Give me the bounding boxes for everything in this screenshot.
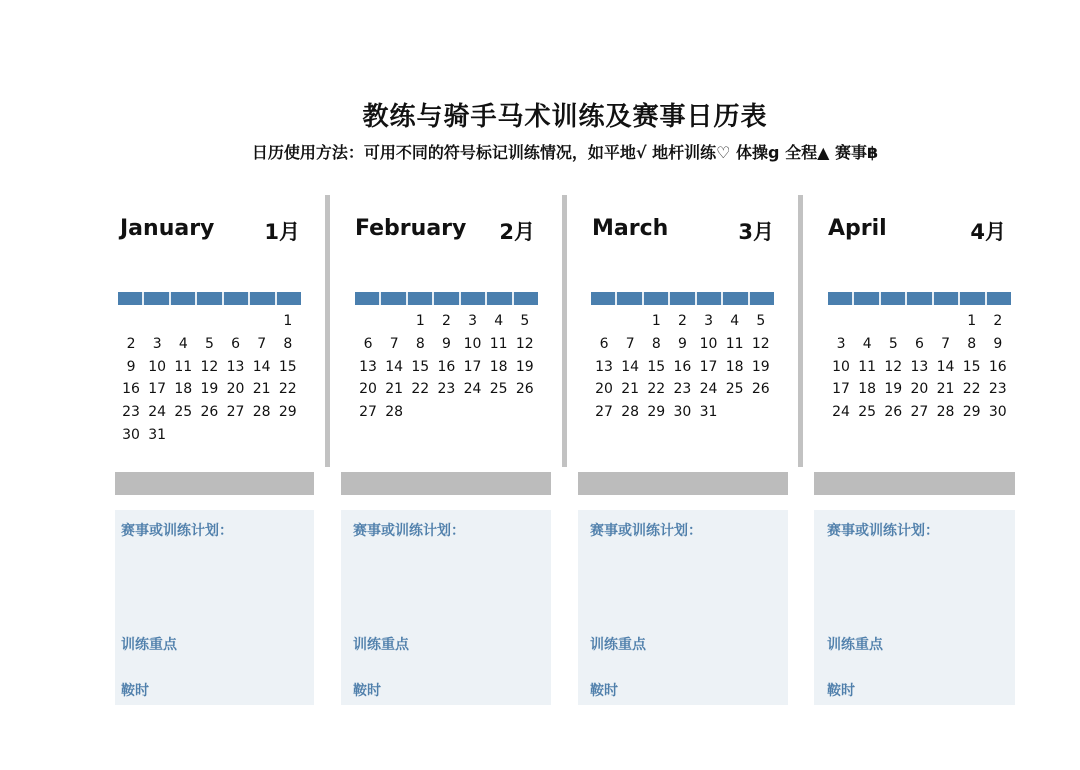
day-cell: 3 <box>152 335 162 352</box>
day-cell: 12 <box>884 358 903 375</box>
day-cell: 23 <box>988 381 1007 398</box>
empty-day-cell <box>118 310 144 333</box>
saddle-time-label: 鞍时 <box>121 683 149 699</box>
day-cell: 22 <box>411 381 430 398</box>
empty-day-cell <box>486 401 512 424</box>
day-cell: 20 <box>910 381 929 398</box>
day-cell: 13 <box>359 358 377 375</box>
day-cell: 21 <box>936 381 955 398</box>
day-cell: 26 <box>200 404 219 421</box>
day-cell: 15 <box>647 358 666 375</box>
day-cell: 7 <box>941 335 951 352</box>
day-cell: 1 <box>415 313 425 329</box>
day-grid <box>355 310 538 424</box>
day-cell: 28 <box>936 404 955 421</box>
day-cell: 24 <box>463 381 482 398</box>
day-cell: 12 <box>751 335 770 352</box>
day-cell: 19 <box>884 381 903 398</box>
empty-day-cell <box>433 401 459 424</box>
day-cell: 23 <box>437 381 456 398</box>
month-name-cn: 2月 <box>499 220 535 244</box>
training-focus-label: 训练重点 <box>121 637 177 653</box>
day-cell: 24 <box>699 381 718 398</box>
saddle-time-label: 鞍时 <box>827 683 855 699</box>
day-cell: 19 <box>751 358 770 375</box>
day-cell: 4 <box>178 335 188 352</box>
empty-day-cell <box>223 424 249 447</box>
column-divider <box>798 195 803 467</box>
day-cell: 14 <box>936 358 955 375</box>
plan-box[interactable] <box>341 510 551 705</box>
day-cell: 10 <box>832 358 850 375</box>
month-separator-bar <box>578 472 788 495</box>
empty-day-cell <box>249 310 275 333</box>
day-cell: 10 <box>463 335 482 352</box>
day-cell: 9 <box>126 358 136 375</box>
month-name-cn: 3月 <box>738 220 774 244</box>
empty-day-cell <box>407 401 433 424</box>
saddle-time-label: 鞍时 <box>590 683 618 699</box>
day-cell: 21 <box>252 381 271 398</box>
day-cell: 8 <box>415 335 425 352</box>
month-name: March <box>592 216 669 241</box>
day-cell: 3 <box>468 313 478 329</box>
day-cell: 1 <box>967 313 977 329</box>
day-cell: 31 <box>148 426 167 443</box>
empty-day-cell <box>196 424 222 447</box>
day-cell: 27 <box>595 404 613 421</box>
day-cell: 16 <box>673 358 692 375</box>
day-cell: 8 <box>651 335 661 352</box>
month-name-cn: 1月 <box>264 220 300 244</box>
empty-day-cell <box>906 310 932 333</box>
empty-day-cell <box>381 310 407 333</box>
plan-label: 赛事或训练计划： <box>353 523 465 539</box>
empty-day-cell <box>355 310 381 333</box>
training-focus-label: 训练重点 <box>590 637 646 653</box>
saddle-time-label: 鞍时 <box>353 683 381 699</box>
day-cell: 15 <box>411 358 430 375</box>
day-cell: 17 <box>463 358 482 375</box>
day-cell: 29 <box>647 404 666 421</box>
day-cell: 11 <box>858 358 877 375</box>
empty-day-cell <box>512 401 538 424</box>
plan-label: 赛事或训练计划： <box>590 523 702 539</box>
month-name: February <box>355 216 467 241</box>
day-cell: 19 <box>200 381 219 398</box>
day-cell: 7 <box>389 335 399 352</box>
day-cell: 31 <box>699 404 718 421</box>
month-separator-bar <box>341 472 551 495</box>
day-cell: 24 <box>148 404 167 421</box>
day-cell: 12 <box>515 335 534 352</box>
month-name-cn: 4月 <box>970 220 1006 244</box>
day-cell: 9 <box>441 335 451 352</box>
day-cell: 17 <box>832 381 850 398</box>
month-separator-bar <box>814 472 1015 495</box>
day-cell: 5 <box>204 335 214 352</box>
day-cell: 18 <box>858 381 877 398</box>
day-cell: 11 <box>725 335 744 352</box>
day-cell: 22 <box>647 381 666 398</box>
plan-box[interactable] <box>115 510 314 705</box>
day-cell: 20 <box>226 381 245 398</box>
day-cell: 22 <box>278 381 297 398</box>
day-cell: 27 <box>226 404 245 421</box>
day-cell: 5 <box>888 335 898 352</box>
day-grid <box>828 310 1011 424</box>
day-cell: 5 <box>756 313 766 329</box>
empty-day-cell <box>223 310 249 333</box>
page-title: 教练与骑手马术训练及赛事日历表 <box>362 102 768 132</box>
day-cell: 9 <box>677 335 687 352</box>
day-cell: 5 <box>520 313 530 329</box>
empty-day-cell <box>196 310 222 333</box>
day-cell: 2 <box>677 313 687 329</box>
empty-day-cell <box>880 310 906 333</box>
day-cell: 17 <box>148 381 167 398</box>
day-cell: 24 <box>832 404 850 421</box>
day-cell: 6 <box>363 335 373 352</box>
day-cell: 27 <box>359 404 377 421</box>
empty-day-cell <box>170 424 196 447</box>
day-cell: 25 <box>489 381 508 398</box>
day-cell: 4 <box>862 335 872 352</box>
day-cell: 15 <box>278 358 297 375</box>
day-cell: 18 <box>174 381 193 398</box>
month-name: April <box>828 216 887 241</box>
day-cell: 7 <box>257 335 267 352</box>
day-cell: 20 <box>359 381 377 398</box>
plan-box[interactable] <box>578 510 788 705</box>
training-focus-label: 训练重点 <box>353 637 409 653</box>
day-cell: 2 <box>441 313 451 329</box>
day-cell: 12 <box>200 358 219 375</box>
day-cell: 30 <box>673 404 692 421</box>
day-cell: 4 <box>494 313 504 329</box>
day-cell: 15 <box>962 358 981 375</box>
day-cell: 10 <box>699 335 718 352</box>
day-cell: 30 <box>988 404 1007 421</box>
day-cell: 2 <box>126 335 136 352</box>
day-cell: 29 <box>278 404 297 421</box>
day-cell: 26 <box>751 381 770 398</box>
empty-day-cell <box>933 310 959 333</box>
day-cell: 13 <box>910 358 929 375</box>
weekday-header-bar <box>828 292 1011 305</box>
plan-label: 赛事或训练计划： <box>121 523 233 539</box>
day-cell: 9 <box>993 335 1003 352</box>
day-cell: 3 <box>704 313 714 329</box>
empty-day-cell <box>748 401 774 424</box>
column-divider <box>325 195 330 467</box>
day-cell: 17 <box>699 358 718 375</box>
day-grid <box>591 310 774 424</box>
day-cell: 21 <box>621 381 640 398</box>
day-cell: 18 <box>489 358 508 375</box>
day-cell: 16 <box>122 381 140 398</box>
day-cell: 16 <box>988 358 1007 375</box>
day-cell: 27 <box>910 404 929 421</box>
day-cell: 14 <box>252 358 271 375</box>
empty-day-cell <box>722 401 748 424</box>
day-cell: 4 <box>730 313 740 329</box>
day-cell: 1 <box>283 313 293 329</box>
day-cell: 8 <box>283 335 293 352</box>
day-cell: 28 <box>252 404 271 421</box>
day-cell: 6 <box>231 335 241 352</box>
day-cell: 23 <box>673 381 692 398</box>
day-cell: 11 <box>174 358 193 375</box>
plan-label: 赛事或训练计划： <box>827 523 939 539</box>
column-divider <box>562 195 567 467</box>
plan-box[interactable] <box>814 510 1015 705</box>
weekday-header-bar <box>118 292 301 305</box>
empty-day-cell <box>460 401 486 424</box>
day-cell: 14 <box>621 358 640 375</box>
day-cell: 26 <box>515 381 534 398</box>
day-cell: 3 <box>836 335 846 352</box>
empty-day-cell <box>617 310 643 333</box>
day-cell: 18 <box>725 358 744 375</box>
empty-day-cell <box>144 310 170 333</box>
day-cell: 26 <box>884 404 903 421</box>
day-cell: 22 <box>962 381 981 398</box>
day-cell: 28 <box>621 404 640 421</box>
day-cell: 13 <box>226 358 245 375</box>
day-cell: 10 <box>148 358 167 375</box>
month-separator-bar <box>115 472 314 495</box>
day-cell: 1 <box>651 313 661 329</box>
day-cell: 19 <box>515 358 534 375</box>
day-cell: 7 <box>625 335 635 352</box>
day-cell: 28 <box>385 404 404 421</box>
empty-day-cell <box>170 310 196 333</box>
day-grid <box>118 310 301 447</box>
empty-day-cell <box>828 310 854 333</box>
day-cell: 14 <box>385 358 404 375</box>
day-cell: 16 <box>437 358 456 375</box>
day-cell: 6 <box>599 335 609 352</box>
day-cell: 30 <box>122 426 140 443</box>
training-focus-label: 训练重点 <box>827 637 883 653</box>
day-cell: 21 <box>385 381 404 398</box>
day-cell: 23 <box>122 404 140 421</box>
weekday-header-bar <box>591 292 774 305</box>
day-cell: 25 <box>858 404 877 421</box>
day-cell: 11 <box>489 335 508 352</box>
weekday-header-bar <box>355 292 538 305</box>
day-cell: 13 <box>595 358 613 375</box>
empty-day-cell <box>591 310 617 333</box>
month-name: January <box>120 216 215 241</box>
day-cell: 6 <box>914 335 924 352</box>
day-cell: 8 <box>967 335 977 352</box>
day-cell: 20 <box>595 381 613 398</box>
day-cell: 2 <box>993 313 1003 329</box>
empty-day-cell <box>854 310 880 333</box>
empty-day-cell <box>249 424 275 447</box>
day-cell: 25 <box>174 404 193 421</box>
day-cell: 25 <box>725 381 744 398</box>
empty-day-cell <box>275 424 301 447</box>
usage-instructions: 日历使用方法：可用不同的符号标记训练情况，如平地√ 地杆训练♡ 体操g 全程▲ 赛事฿ <box>251 143 879 162</box>
day-cell: 29 <box>962 404 981 421</box>
